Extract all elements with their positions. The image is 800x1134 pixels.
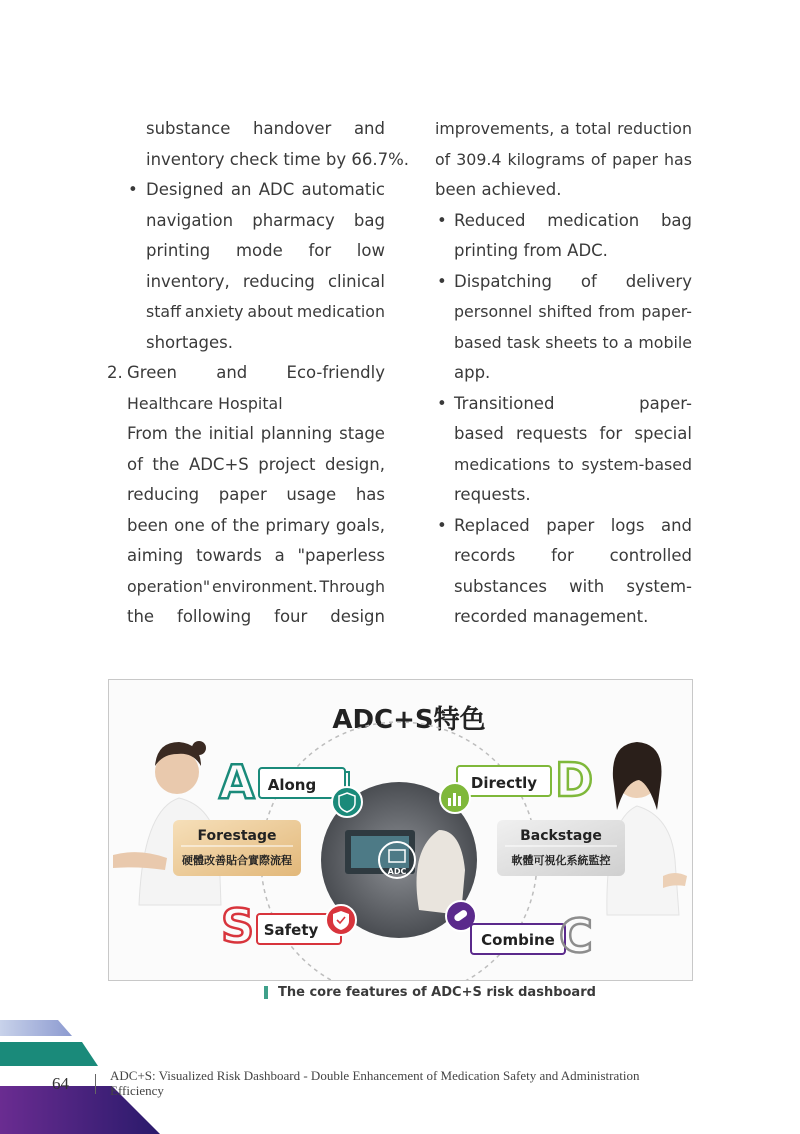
line-text: inventory check time by 66.7%. [146, 149, 409, 169]
line-text [127, 358, 385, 389]
word: mobile [638, 332, 692, 352]
line-text [146, 206, 385, 237]
text-line [107, 206, 385, 237]
line-text [127, 602, 385, 633]
line-text [454, 267, 692, 298]
word: ADC+S [188, 454, 249, 474]
word: based [454, 424, 504, 443]
line-text [454, 206, 692, 237]
word: staff [146, 302, 181, 321]
right-column [435, 114, 692, 633]
word: has [664, 149, 692, 169]
word: based [454, 332, 502, 352]
word: one [174, 515, 205, 535]
text-line [107, 389, 385, 420]
word: medication [296, 302, 385, 321]
word: "paperless [297, 546, 385, 565]
word: the [152, 454, 180, 474]
item-number: 2. [107, 363, 123, 382]
line-text [454, 297, 692, 328]
text-line [107, 145, 409, 176]
word: clinical [327, 271, 385, 291]
footer-title: ADC+S: Visualized Risk Dashboard - Double Enhancement of Medication Safety and Administration Efficiency [110, 1068, 640, 1098]
word: towards [196, 546, 262, 565]
word: for [599, 424, 623, 443]
word: reducing [127, 485, 200, 504]
word: controlled [609, 546, 692, 565]
word: mode [235, 241, 283, 260]
word: printing [146, 241, 211, 260]
word: design, [324, 454, 385, 474]
line-text: requests. [454, 485, 531, 504]
bullet: • [437, 210, 447, 230]
text-line [107, 602, 385, 633]
word: aiming [127, 546, 184, 565]
line-text [146, 175, 385, 206]
word: the [127, 607, 155, 626]
word: pharmacy [252, 210, 335, 230]
figure-graphic [109, 680, 692, 980]
combine-label: Combine [481, 931, 555, 949]
word: improvements, [435, 119, 555, 138]
word: Through [319, 576, 385, 596]
word: records [454, 546, 516, 565]
caption-marker [264, 986, 268, 999]
word: bag [353, 210, 385, 230]
line-text [454, 328, 692, 359]
line-text [127, 572, 385, 603]
word: kilograms [507, 149, 585, 169]
word: From [127, 424, 168, 443]
line-text [146, 236, 385, 267]
word: for [308, 241, 332, 260]
text-line [435, 236, 692, 267]
line-text [454, 389, 692, 420]
bullet: • [437, 271, 447, 291]
word: 309.4 [456, 149, 502, 169]
word: Eco-friendly [286, 363, 385, 382]
line-text: printing from ADC. [454, 241, 608, 260]
bullet-item [435, 389, 692, 420]
word: from [598, 302, 636, 321]
bullet: • [437, 393, 447, 413]
word: for [551, 546, 574, 565]
text-line [107, 541, 385, 572]
word: planning [260, 424, 333, 443]
bullet-item [435, 206, 692, 237]
word: of [580, 271, 597, 291]
word: of [127, 454, 143, 474]
along-label: Along [267, 776, 317, 794]
word: the [174, 424, 202, 443]
text-line [435, 419, 692, 450]
line-text [146, 267, 385, 298]
line-text [127, 541, 385, 572]
text-line [107, 328, 385, 359]
word: environment. [211, 576, 318, 596]
word: initial [208, 424, 254, 443]
figure-caption [264, 985, 596, 1000]
word: of [210, 515, 227, 535]
word: to [602, 332, 619, 352]
word: task [506, 332, 541, 352]
text-line [107, 297, 385, 328]
text-line [107, 480, 385, 511]
word: and [216, 363, 248, 382]
word: has [355, 485, 385, 504]
page-number: 64 [52, 1074, 69, 1093]
word: Designed [146, 180, 224, 199]
bullet-item [435, 511, 692, 542]
word: sheets [545, 332, 598, 352]
line-text [127, 480, 385, 511]
bullet: • [128, 180, 138, 199]
word: medications [454, 454, 551, 474]
word: and [353, 119, 385, 138]
line-text [454, 419, 692, 450]
word: logs [610, 515, 645, 535]
line-text: shortages. [146, 332, 233, 352]
word: about [247, 302, 293, 321]
text-line [435, 541, 692, 572]
word: handover [253, 119, 332, 138]
word: substance [146, 119, 231, 138]
text-line [435, 328, 692, 359]
word: paper [612, 149, 659, 169]
directly-label: Directly [470, 774, 538, 792]
word: a [559, 119, 570, 138]
adc-features-figure [108, 679, 693, 981]
word: special [634, 424, 692, 443]
word: usage [286, 485, 337, 504]
text-line [107, 572, 385, 603]
bullet-item [435, 267, 692, 298]
word: bag [660, 210, 692, 230]
word: a [623, 332, 634, 352]
word: stage [339, 424, 385, 443]
word: inventory, [146, 271, 230, 291]
line-text: recorded management. [454, 607, 649, 626]
word: paper [218, 485, 267, 504]
line-text [127, 450, 385, 481]
word: system-based [581, 454, 692, 474]
line-text: Healthcare Hospital [127, 393, 283, 413]
word: Green [127, 363, 177, 382]
word: reduction [617, 119, 692, 138]
line-text [127, 511, 385, 542]
text-line [107, 267, 385, 298]
word: paper [546, 515, 595, 535]
word: an [230, 180, 252, 199]
text-line [435, 480, 692, 511]
word: been [127, 515, 169, 535]
word: total [575, 119, 612, 138]
word: the [232, 515, 260, 535]
word: primary [265, 515, 330, 535]
word: ADC [258, 180, 295, 199]
text-line [107, 236, 385, 267]
word: paper- [641, 302, 692, 321]
text-line [435, 145, 692, 176]
line-text [146, 297, 385, 328]
left-column [107, 114, 409, 633]
text-line [435, 175, 692, 206]
word: goals, [335, 515, 385, 535]
letter-a: A [219, 755, 255, 809]
text-line [435, 358, 692, 389]
figure-title: ADC+S特色 [332, 705, 486, 735]
line-text [454, 541, 692, 572]
word: design [330, 607, 385, 626]
word: of [590, 149, 607, 169]
line-text [454, 572, 692, 603]
word: automatic [301, 180, 385, 199]
line-text [435, 145, 692, 176]
word: anxiety [184, 302, 244, 321]
text-line [435, 602, 692, 633]
word: substances [454, 576, 547, 596]
letter-s: S [221, 899, 255, 953]
letter-c: C [559, 909, 593, 963]
word: shifted [538, 302, 593, 321]
word: system- [626, 576, 692, 596]
bullet-item [107, 175, 385, 206]
letter-d: D [555, 753, 594, 807]
numbered-item [107, 358, 385, 389]
word: delivery [625, 271, 692, 291]
word: four [274, 607, 308, 626]
word: of [435, 149, 451, 169]
line-text [454, 450, 692, 481]
text-line [107, 450, 385, 481]
text-line [435, 297, 692, 328]
word: a [274, 546, 285, 565]
forestage-title: Forestage [197, 828, 277, 844]
word: following [177, 607, 252, 626]
forestage-subtitle: 硬體改善貼合實際流程 [182, 854, 292, 867]
word: Replaced [454, 515, 530, 535]
text-line [107, 114, 385, 145]
safety-label: Safety [263, 921, 319, 939]
word: paper- [639, 393, 692, 413]
caption-text: The core features of ADC+S risk dashboard [278, 985, 596, 1000]
word: reducing [242, 271, 315, 291]
word: project [258, 454, 316, 474]
word: and [660, 515, 692, 535]
line-text: app. [454, 363, 491, 382]
word: Transitioned [454, 393, 555, 413]
word: Reduced [454, 210, 526, 230]
word: medication [547, 210, 640, 230]
word: low [356, 241, 385, 260]
backstage-title: Backstage [520, 828, 602, 844]
line-text [435, 114, 692, 145]
text-line [435, 572, 692, 603]
line-text [127, 419, 385, 450]
text-line [107, 511, 385, 542]
line-text: been achieved. [435, 180, 562, 199]
word: personnel [454, 302, 533, 321]
word: requests [516, 424, 588, 443]
text-line [435, 450, 692, 481]
bullet: • [437, 515, 447, 535]
word: operation" [127, 576, 211, 596]
text-line [107, 419, 385, 450]
line-text [146, 114, 385, 145]
backstage-subtitle: 軟體可視化系統監控 [511, 854, 611, 867]
footer-divider [95, 1074, 96, 1094]
line-text [454, 511, 692, 542]
word: with [569, 576, 605, 596]
text-line [435, 114, 692, 145]
word: Dispatching [454, 271, 552, 291]
center-label: ADC [387, 867, 407, 876]
word: to [558, 454, 574, 474]
word: navigation [146, 210, 234, 230]
